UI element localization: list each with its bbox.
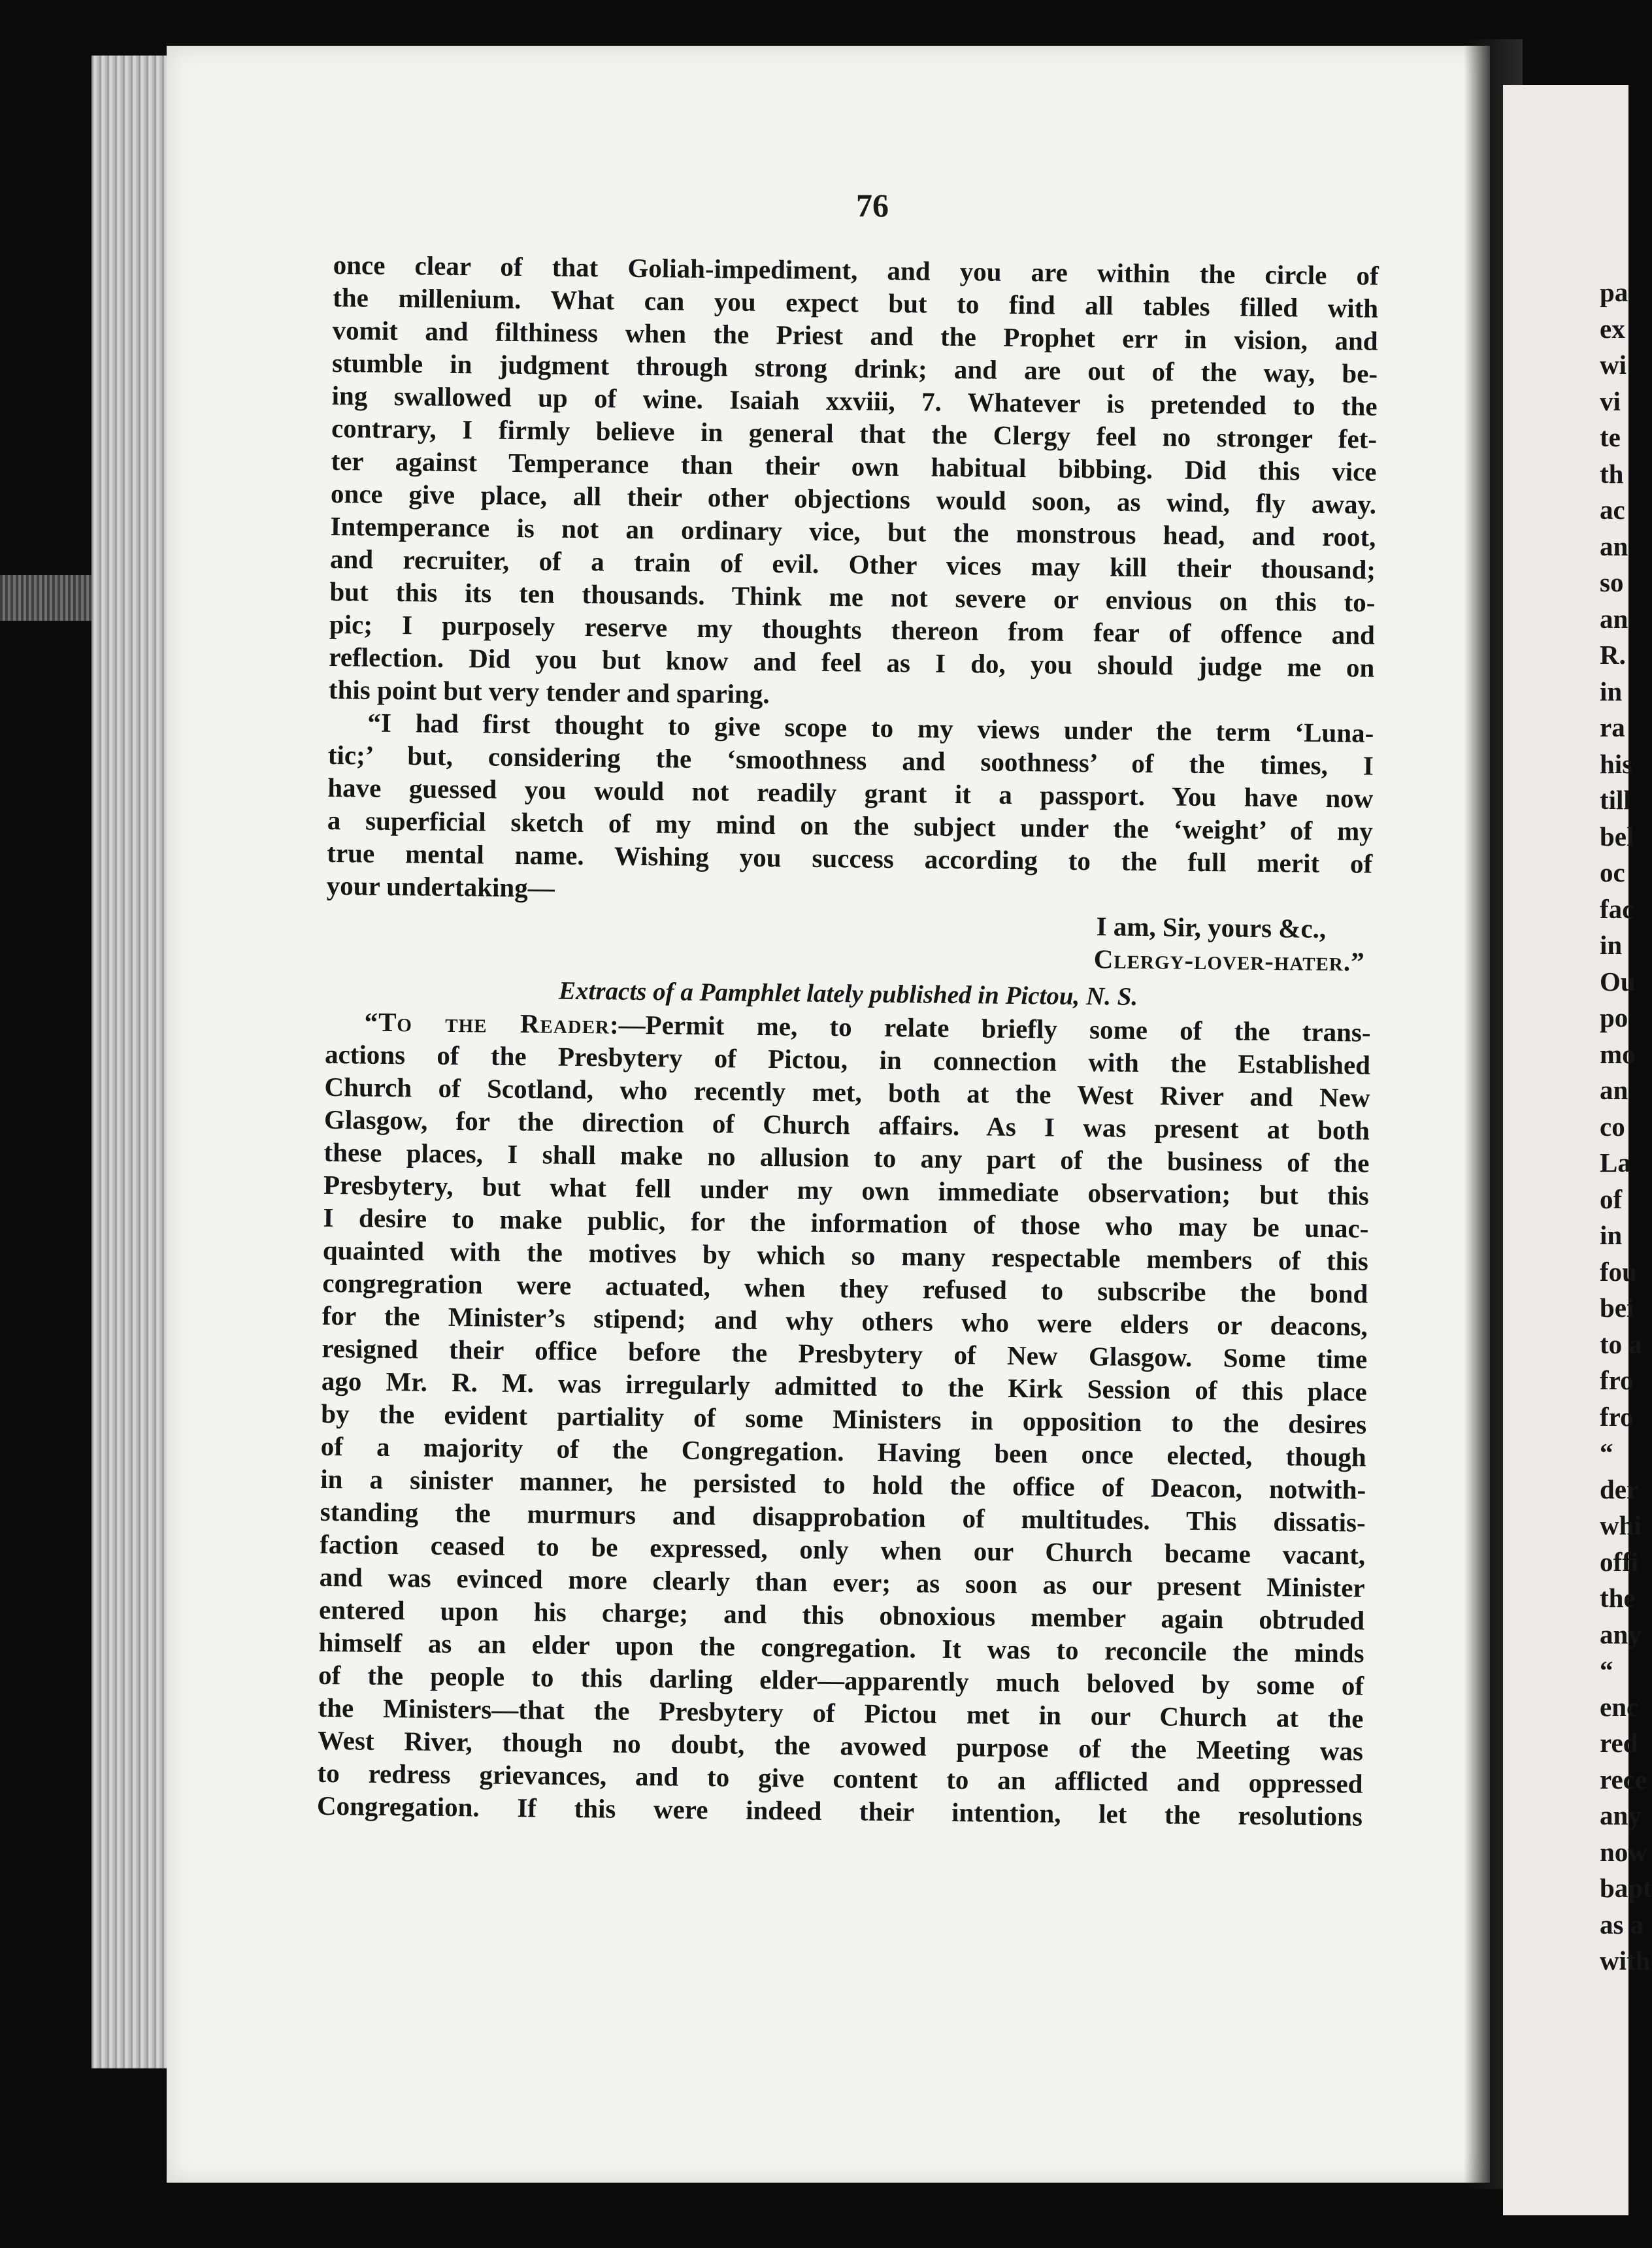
body-line: pic; I purposely reserve my thoughts thereon from fear of offence and — [329, 608, 1376, 650]
pamphlet-line: quainted with the motives by which so many respectable members of this — [322, 1234, 1369, 1276]
body-line: once clear of that Goliah-impediment, and you are within the circle of — [333, 249, 1379, 291]
facing-page-fragment: whi — [1600, 1510, 1642, 1540]
pamphlet-line: West River, though no doubt, the avowed purpose of the Meeting was — [317, 1725, 1364, 1766]
pamphlet-line-text: :—Permit me, to relate briefly some of the trans- — [609, 1009, 1371, 1048]
pamphlet-line: by the evident partiality of some Ministers in opposition to the desires — [321, 1398, 1367, 1440]
body-line: Intemperance is not an ordinary vice, but the monstrous head, and root, — [330, 510, 1376, 552]
facing-page-fragment: with — [1600, 1945, 1651, 1975]
facing-page-fragment: bel — [1600, 821, 1634, 851]
facing-page-fragment: as a — [1600, 1909, 1644, 1940]
facing-page-fragment: ex — [1600, 313, 1625, 344]
facing-page-fragment: mo — [1600, 1038, 1636, 1069]
pamphlet-extract — [317, 1005, 1371, 1833]
facing-page-fragment: in — [1600, 1220, 1623, 1250]
pamphlet-line: the Ministers—that the Presbytery of Pictou met in our Church at the — [318, 1692, 1364, 1734]
body-line: but this its ten thousands. Think me not severe or envious on this to- — [329, 576, 1376, 618]
pamphlet-line: entered upon his charge; and this obnoxious member again obtruded — [318, 1594, 1365, 1636]
facing-page-fragment: of — [1600, 1183, 1623, 1214]
pamphlet-line: Glasgow, for the direction of Church affairs. As I was present at both — [323, 1104, 1370, 1146]
facing-page-fragment: ra — [1600, 712, 1625, 742]
facing-page-fragment: till — [1600, 785, 1631, 815]
page-text — [317, 248, 1379, 1833]
letter-body — [327, 248, 1379, 913]
facing-page-fragment: any — [1600, 1800, 1642, 1830]
pamphlet-line: of a majority of the Congregation. Having been once elected, though — [320, 1430, 1366, 1472]
facing-page-fragment: fac — [1600, 893, 1634, 924]
pamphlet-line: ago Mr. R. M. was irregularly admitted to the Kirk Session of this place — [321, 1365, 1368, 1407]
signature: Clergy-lover-hater.” — [1093, 944, 1365, 977]
closing-line: I am, Sir, yours &c., — [1096, 911, 1327, 944]
facing-page-fragment: der — [1600, 1474, 1639, 1504]
facing-page-fragment: fro — [1600, 1365, 1634, 1395]
body-line: contrary, I firmly believe in general that the Clergy feel no stronger fet- — [331, 412, 1378, 454]
facing-page-fragment: in — [1600, 676, 1623, 706]
facing-page-fragment: te — [1600, 422, 1621, 452]
pamphlet-line: in a sinister manner, he persisted to hold the office of Deacon, notwith- — [320, 1463, 1366, 1505]
pamphlet-line: congregration were actuated, when they refused to subscribe the bond — [322, 1267, 1368, 1309]
body-line: “I had first thought to give scope to my views under the term ‘Luna- — [367, 707, 1374, 748]
facing-page-fragment: R. — [1600, 640, 1626, 670]
facing-page-fragment: oc — [1600, 857, 1625, 887]
facing-page-fragment: his — [1600, 748, 1633, 779]
facing-page-fragment: pa — [1600, 277, 1628, 307]
facing-page-fragment: fro — [1600, 1401, 1634, 1432]
pamphlet-line: I desire to make public, for the information of those who may be unac- — [323, 1202, 1369, 1244]
body-line: have guessed you would not readily grant it a passport. You have now — [327, 772, 1374, 814]
body-line: ter against Temperance than their own habitual bibbing. Did this vice — [331, 445, 1377, 487]
pamphlet-line: and was evinced more clearly than ever; as soon as our present Minister — [319, 1561, 1365, 1603]
facing-page-fragment: now — [1600, 1836, 1647, 1867]
body-line: vomit and filthiness when the Priest and the Prophet err in vision, and — [332, 314, 1378, 356]
pamphlet-line: actions of the Presbytery of Pictou, in connection with the Established — [324, 1038, 1371, 1080]
body-line: tic;’ but, considering the ‘smoothness and soothness’ of the times, I — [327, 739, 1374, 781]
page-number: 76 — [856, 187, 889, 223]
facing-page-fragment: La — [1600, 1148, 1631, 1178]
facing-page-fragment: fou — [1600, 1256, 1637, 1287]
body-line: ing swallowed up of wine. Isaiah xxviii, 7. Whatever is pretended to the — [331, 380, 1378, 422]
body-line: the millenium. What can you expect but to find all tables filled with — [332, 282, 1379, 323]
pamphlet-line: himself as an elder upon the congregation. It was to reconcile the minds — [318, 1627, 1364, 1668]
facing-page-fragment: an — [1600, 531, 1628, 561]
pamphlet-line: these places, I shall make no allusion to any part of the business of the — [323, 1136, 1370, 1178]
facing-page-fragment: wi — [1600, 350, 1627, 380]
pamphlet-line: of the people to this darling elder—apparently much beloved by some of — [318, 1659, 1364, 1701]
body-line: and recruiter, of a train of evil. Other vices may kill their thousand; — [329, 543, 1376, 585]
pamphlet-line: Presbytery, but what fell under my own immediate observation; but this — [323, 1169, 1370, 1211]
facing-page-fragment: red — [1600, 1728, 1638, 1758]
body-line: this point but very tender and sparing. — [328, 674, 770, 710]
facing-page-fragment: bei — [1600, 1293, 1634, 1323]
facing-page-fragment: so — [1600, 567, 1624, 597]
body-line: true mental name. Wishing you success according to the full merit of — [327, 837, 1373, 879]
facing-page-fragment: ac — [1600, 495, 1625, 525]
section-heading: Extracts of a Pamphlet lately published in Pictou, N. S. — [558, 976, 1138, 1011]
reader-lead-in: “To the Reader — [364, 1006, 610, 1040]
facing-page-fragment: th — [1600, 458, 1624, 489]
facing-page-fragment: offi — [1600, 1546, 1639, 1577]
facing-page-fragment: vi — [1600, 386, 1621, 416]
body-line: once give place, all their other objections would soon, as wind, fly away. — [330, 478, 1377, 520]
pamphlet-line: standing the murmurs and disapprobation of multitudes. This dissatis- — [320, 1496, 1366, 1538]
facing-page-fragment: the — [1600, 1583, 1636, 1613]
pamphlet-line: Congregation. If this were indeed their intention, let the resolutions — [316, 1790, 1363, 1832]
facing-page-fragment: enc — [1600, 1691, 1639, 1722]
facing-page-fragment: any — [1600, 1619, 1642, 1649]
facing-page-fragment: po — [1600, 1002, 1628, 1033]
facing-page-fragment: an — [1600, 1075, 1628, 1105]
pamphlet-line: resigned their office before the Presbytery of New Glasgow. Some time — [322, 1332, 1368, 1374]
body-line: reflection. Did you but know and feel as I do, you should judge me on — [329, 641, 1375, 683]
body-line: stumble in judgment through strong drink; and are out of the way, be- — [331, 347, 1378, 389]
facing-page-fragment: “ — [1600, 1438, 1613, 1468]
facing-page-text — [1600, 274, 1652, 1979]
book-page-edges — [91, 56, 170, 2068]
scan-artifact — [0, 575, 91, 621]
body-line: your undertaking— — [326, 870, 555, 903]
pamphlet-line: for the Minister’s stipend; and why others who were elders or deacons, — [322, 1300, 1368, 1342]
pamphlet-line: faction ceased to be expressed, only when our Church became vacant, — [319, 1529, 1366, 1570]
pamphlet-line: to redress grievances, and to give content to an afflicted and oppressed — [317, 1757, 1363, 1799]
pamphlet-line: Church of Scotland, who recently met, both at the West River and New — [324, 1071, 1370, 1113]
facing-page-fragment: “ — [1600, 1655, 1613, 1685]
facing-page-fragment: Ou — [1600, 966, 1636, 997]
facing-page-fragment: an — [1600, 603, 1628, 634]
facing-page-fragment: in — [1600, 930, 1623, 960]
facing-page-fragment: bapt — [1600, 1873, 1652, 1903]
facing-page-fragment: rece — [1600, 1764, 1647, 1794]
facing-page-fragment: to a — [1600, 1329, 1642, 1359]
body-line: a superficial sketch of my mind on the subject under the ‘weight’ of my — [327, 804, 1373, 846]
facing-page-fragment: co — [1600, 1111, 1625, 1142]
